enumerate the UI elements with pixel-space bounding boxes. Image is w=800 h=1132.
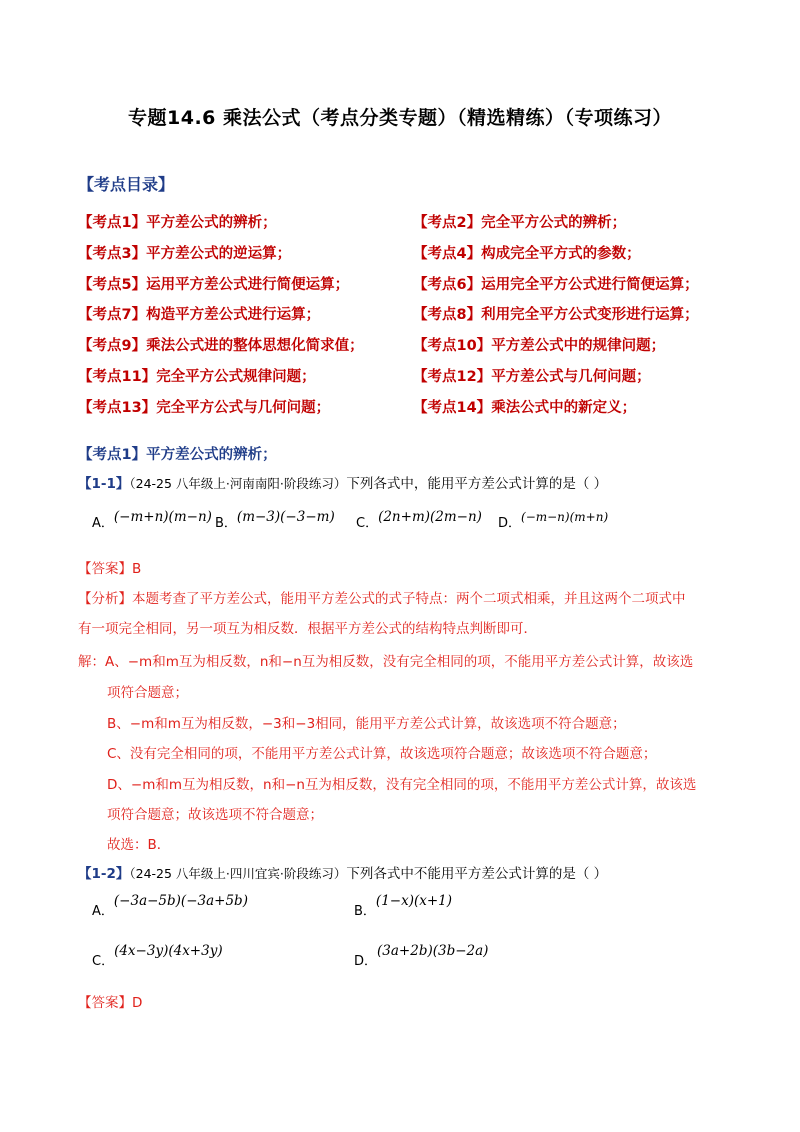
question-number: 【1-2】 — [78, 866, 130, 882]
toc-item-label: 构造平方差公式进行运算； — [146, 307, 321, 323]
analysis-line-2: 有一项完全相同，另一项互为相反数．根据平方差公式的结构特点判断即可． — [78, 621, 537, 637]
toc-item-key: 【考点10】 — [413, 338, 492, 354]
option-a: A．(−m+n)(m−n) — [92, 509, 212, 531]
toc-item — [413, 303, 699, 324]
toc-item-key: 【考点8】 — [413, 307, 482, 323]
page-title: 专题14.6 乘法公式（考点分类专题）（精选精练）（专项练习） — [128, 107, 672, 129]
solution-b: B、−m和m互为相反数，−3和−3相同，能用平方差公式计算，故该选项不符合题意； — [107, 716, 626, 732]
toc-item-key: 【考点12】 — [413, 369, 492, 385]
solution-d-line-1: D、−m和m互为相反数，n和−n互为相反数，没有完全相同的项，不能用平方差公式计算，故该选 — [107, 777, 697, 793]
toc-item — [78, 211, 277, 232]
toc-item-key: 【考点1】 — [78, 215, 147, 231]
answer-1-2: 【答案】D — [78, 995, 143, 1011]
toc-item — [78, 334, 364, 355]
toc-item — [78, 273, 349, 294]
question-source: （24-25 八年级上·四川宜宾·阶段练习） — [129, 866, 347, 881]
toc-item — [78, 242, 291, 263]
toc-item-label: 平方差公式的辨析； — [146, 215, 277, 231]
toc-item-label: 完全平方公式的辨析； — [481, 215, 627, 231]
toc-item — [413, 334, 665, 355]
toc-item-key: 【考点13】 — [78, 400, 157, 416]
toc-item-label: 构成完全平方式的参数； — [481, 246, 641, 262]
toc-item — [78, 365, 316, 386]
toc-item-key: 【考点3】 — [78, 246, 147, 262]
toc-item — [78, 303, 320, 324]
answer-1-1: 【答案】B — [78, 561, 142, 577]
toc-item — [413, 365, 651, 386]
option-c: C．(2n+m)(2m−n) — [356, 509, 482, 531]
toc-item-label: 平方差公式与几何问题； — [491, 369, 651, 385]
question-stem: 下列各式中不能用平方差公式计算的是（ ） — [346, 866, 608, 882]
toc-item-key: 【考点5】 — [78, 277, 147, 293]
toc-item-label: 完全平方公式与几何问题； — [156, 400, 331, 416]
toc-item-label: 平方差公式的逆运算； — [146, 246, 292, 262]
toc-item-label: 乘法公式进的整体思想化简求值； — [146, 338, 364, 354]
toc-item-key: 【考点9】 — [78, 338, 147, 354]
toc-item-label: 运用完全平方公式进行简便运算； — [481, 277, 699, 293]
option-b: B．(1−x)(x+1) — [354, 893, 453, 919]
toc-item-label: 利用完全平方公式变形进行运算； — [481, 307, 699, 323]
option-a: A．(−3a−5b)(−3a+5b) — [92, 893, 248, 919]
solution-a-line-2: 项符合题意； — [107, 685, 188, 701]
toc-item — [413, 273, 699, 294]
toc-item — [413, 211, 626, 232]
toc-item-label: 运用平方差公式进行简便运算； — [146, 277, 350, 293]
solution-conclusion: 故选：B． — [107, 837, 171, 853]
question-1-2 — [78, 862, 607, 882]
section-heading: 【考点1】平方差公式的辨析； — [78, 447, 277, 463]
analysis-line-1: 【分析】本题考查了平方差公式，能用平方差公式的式子特点：两个二项式相乘，并且这两个二项式中 — [78, 591, 686, 607]
toc-item-key: 【考点7】 — [78, 307, 147, 323]
question-source: （24-25 八年级上·河南南阳·阶段练习） — [129, 476, 347, 491]
question-1-1 — [78, 472, 607, 492]
toc-item — [413, 242, 641, 263]
solution-c: C、没有完全相同的项，不能用平方差公式计算，故该选项符合题意；故该选项不符合题意； — [107, 746, 657, 762]
toc-item-key: 【考点2】 — [413, 215, 482, 231]
option-d: D．(3a+2b)(3b−2a) — [354, 943, 489, 969]
question-stem: 下列各式中，能用平方差公式计算的是（ ） — [346, 476, 608, 492]
solution-a-line-1: 解：A、−m和m互为相反数，n和−n互为相反数，没有完全相同的项，不能用平方差公式计算，故该选 — [78, 654, 694, 670]
toc-item-key: 【考点6】 — [413, 277, 482, 293]
option-c: C．(4x−3y)(4x+3y) — [92, 943, 223, 969]
toc-item-label: 乘法公式中的新定义； — [491, 400, 637, 416]
toc-item — [78, 396, 330, 417]
question-number: 【1-1】 — [78, 476, 130, 492]
solution-d-line-2: 项符合题意；故该选项不符合题意； — [107, 807, 323, 823]
toc-item-key: 【考点11】 — [78, 369, 157, 385]
toc-item-label: 平方差公式中的规律问题； — [491, 338, 666, 354]
toc-heading: 【考点目录】 — [78, 175, 175, 194]
option-d: D．(−m−n)(m+n) — [498, 510, 609, 531]
option-b: B．(m−3)(−3−m) — [215, 509, 335, 531]
toc-item-key: 【考点4】 — [413, 246, 482, 262]
toc-item-key: 【考点14】 — [413, 400, 492, 416]
toc-item-label: 完全平方公式规律问题； — [156, 369, 316, 385]
toc-item — [413, 396, 636, 417]
